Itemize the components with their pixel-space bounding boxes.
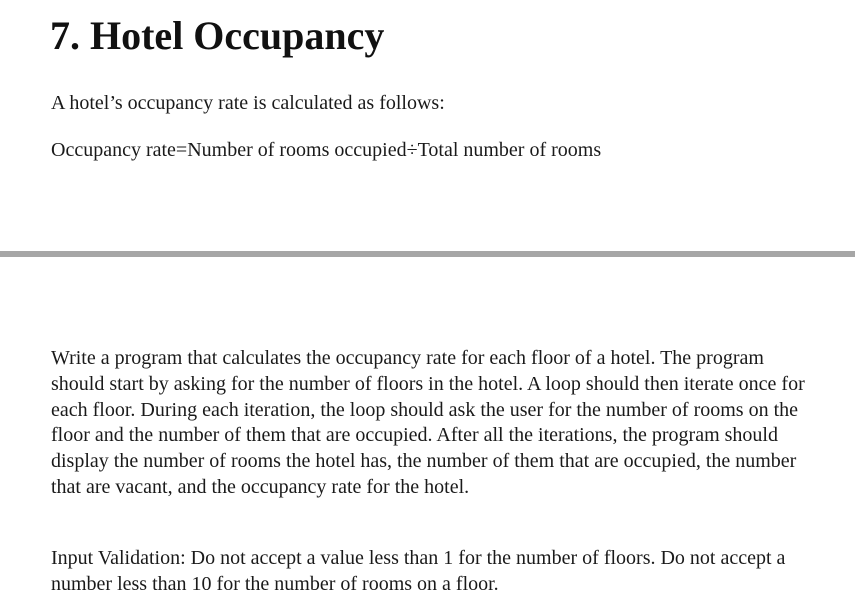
section-divider	[0, 251, 855, 257]
input-validation-text: Input Validation: Do not accept a value less than 1 for the number of floors. Do not accept a number less than 10 for the number of rooms on a floor.	[51, 547, 786, 595]
problem-description: Write a program that calculates the occupancy rate for each floor of a hotel. The program should start by asking for the number of floors in the hotel. A loop should then iterate once for each floor. During each iteration, the loop should ask the user for the number of rooms on the floor and the number of them that are occupied. After all the iterations, the program should display the number of rooms the hotel has, the number of them that are occupied, the number that are vacant, and the occupancy rate for the hotel.	[51, 347, 805, 498]
formula-text: Occupancy rate=Number of rooms occupied÷Total number of rooms	[51, 139, 602, 161]
intro-text: A hotel’s occupancy rate is calculated as follows:	[51, 92, 445, 114]
page-title: 7. Hotel Occupancy	[50, 13, 385, 58]
